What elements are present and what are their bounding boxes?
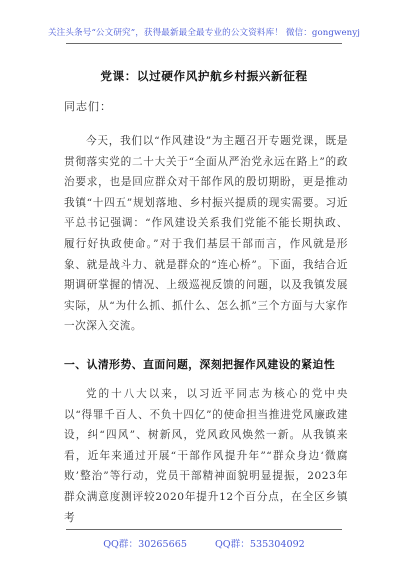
section-heading-1: 一、认清形势、直面问题，深刻把握作风建设的紧迫性: [64, 358, 336, 371]
salutation: 同志们：: [64, 100, 112, 113]
header-divider: [66, 43, 342, 44]
document-title: 党课：以过硬作风护航乡村振兴新征程: [100, 69, 308, 83]
footer-qq-group-1: QQ群：30265665: [103, 539, 187, 550]
footer-qq-group-2: QQ群：535304092: [214, 539, 305, 550]
body-paragraph-section-1: 党的十八大以来，以习近平同志为核心的党中央以“得罪千百人、不负十四亿”的使命担当推进党风廉政建设，纠“四风”、树新风，党风政风焕然一新。从我镇来看，近年来通过开展“干部作风提升年”“群众身边‘微腐败’整治”等行动，党员干部精神面貌明显提振，2023年群众满意度测评较2020年提升12个百分点，在全区乡镇考: [64, 388, 348, 524]
header-promo-note: 关注头条号“公文研究”，获得最新最全最专业的公文资料库！ 微信：gongwenyj: [47, 28, 361, 38]
body-paragraph-intro: 今天，我们以“作风建设”为主题召开专题党课，既是贯彻落实党的二十大关于“全面从严治党永远在路上”的政治要求，也是回应群众对干部作风的殷切期盼，更是推动我镇“十四五”规划落地、乡村振兴提质的现实需要。习近平总书记强调：“作风建设关系我们党能不能长期执政、履行好执政使命。”对于我们基层干部而言，作风就是形象、就是战斗力、就是群众的“连心桥”。下面，我结合近期调研掌握的情况、上级巡视反馈的问题，以及我镇发展实际，从“为什么抓、抓什么、怎么抓”三个方面与大家作一次深入交流。: [64, 135, 348, 333]
footer-contact: [0, 536, 408, 550]
footer-divider: [66, 529, 342, 530]
